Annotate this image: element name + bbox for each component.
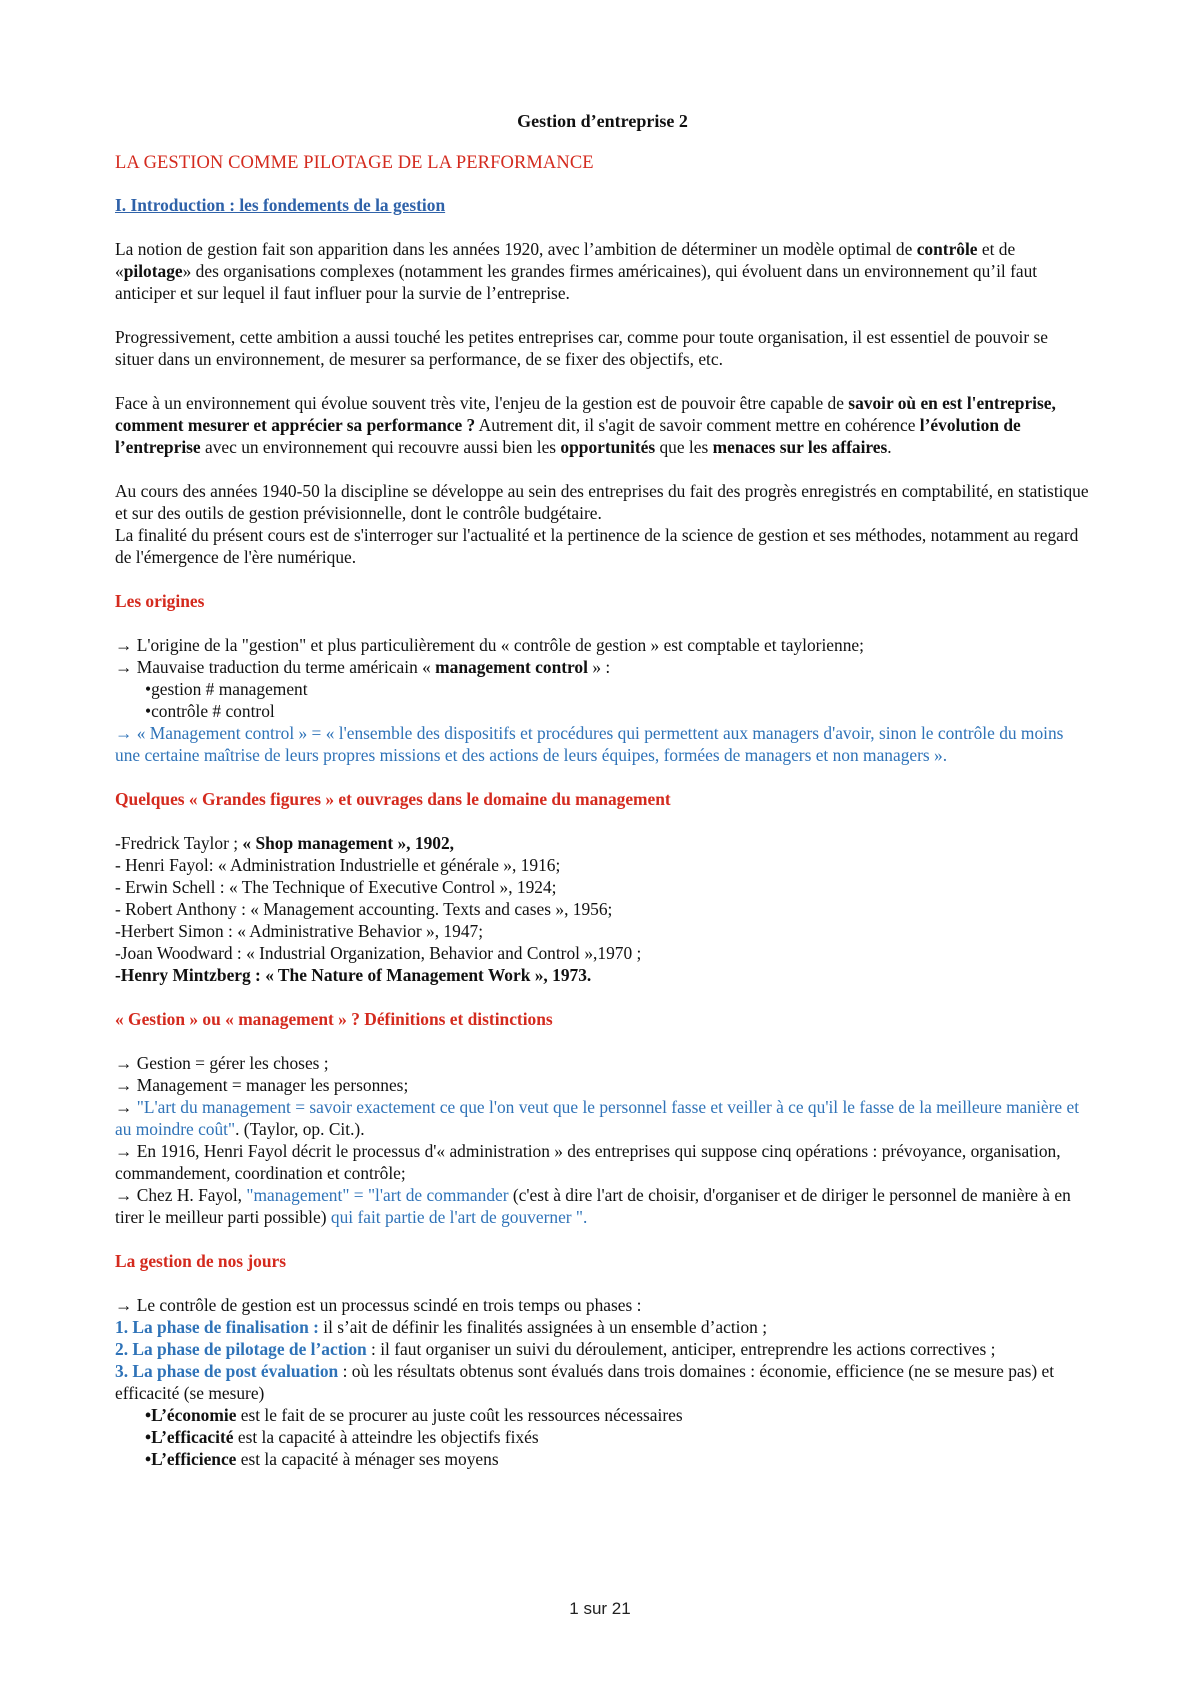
phase-pilotage: 2. La phase de pilotage de l’action : il faut organiser un suivi du déroulement, anticiper, entreprendre les actions correctives ; [115, 1339, 996, 1359]
intro-paragraph-3: Face à un environnement qui évolue souvent très vite, l'enjeu de la gestion est de pouvoir être capable de savoir où en est l'entreprise, comment mesurer et apprécier sa performance ? Autrement dit, il s'agit de savoir comment mettre en cohérence l’évolution de l’entreprise avec un environnement qui recouvre aussi bien les opportunités que les menaces sur les affaires. [115, 393, 1056, 457]
today-intro: → Le contrôle de gestion est un processus scindé en trois temps ou phases : [115, 1295, 642, 1315]
origins-bullet-2: •contrôle # control [145, 701, 275, 721]
origins-line-1: → L'origine de la "gestion" et plus particulièrement du « contrôle de gestion » est comptable et taylorienne; [115, 635, 864, 655]
phase-finalisation: 1. La phase de finalisation : il s’ait de définir les finalités assignées à un ensemble d’action ; [115, 1317, 768, 1337]
intro-paragraph-2: Progressivement, cette ambition a aussi touché les petites entreprises car, comme pour toute organisation, il est essentiel de pouvoir se situer dans un environnement, de mesurer sa performance, de se fixer des objectifs, etc. [115, 327, 1048, 369]
heading-origins: Les origines [115, 591, 205, 611]
section-heading-introduction: I. Introduction : les fondements de la gestion [115, 195, 446, 215]
heading-definitions: « Gestion » ou « management » ? Définitions et distinctions [115, 1009, 553, 1029]
origins-bullet-1: •gestion # management [145, 679, 308, 699]
definition-fayol-1916: → En 1916, Henri Fayol décrit le processus d'« administration » des entreprises qui suppose cinq opérations : prévoyance, organisation, commandement, coordination et contrôle; [115, 1141, 1061, 1183]
figure-schell: - Erwin Schell : « The Technique of Executive Control », 1924; [115, 877, 557, 897]
phase-post-evaluation: 3. La phase de post évaluation : où les résultats obtenus sont évalués dans trois domaines : économie, efficience (ne se mesure pas) et efficacité (se mesure) [115, 1361, 1055, 1403]
figure-simon: -Herbert Simon : « Administrative Behavior », 1947; [115, 921, 484, 941]
origins-line-3: → « Management control » = « l'ensemble des dispositifs et procédures qui permettent aux managers d'avoir, sinon le contrôle du moins une certaine maîtrise de leurs propres missions et des actions de leurs équipes, formées de managers et non managers ». [115, 723, 1064, 765]
definition-fayol-management: → Chez H. Fayol, "management" = "l'art de commander (c'est à dire l'art de choisir, d'organiser et de diriger le personnel de manière à en tirer le meilleur parti possible) qui fait partie de l'art de gouverner ". [115, 1185, 1071, 1227]
heading-today: La gestion de nos jours [115, 1251, 287, 1271]
heading-figures: Quelques « Grandes figures » et ouvrages dans le domaine du management [115, 789, 671, 809]
intro-paragraph-1: La notion de gestion fait son apparition dans les années 1920, avec l’ambition de déterminer un modèle optimal de contrôle et de «pilotage» des organisations complexes (notamment les grandes firmes américaines), qui évoluent dans un environnement qu’il faut anticiper et sur lequel il faut influer pour la survie de l’entreprise. [115, 239, 1038, 303]
definition-taylor-quote: → "L'art du management = savoir exactement ce que l'on veut que le personnel fasse et veiller à ce qu'il le fasse de la meilleure manière et au moindre coût". (Taylor, op. Cit.). [115, 1097, 1080, 1139]
definition-gestion: → Gestion = gérer les choses ; [115, 1053, 329, 1073]
page-number: 1 sur 21 [569, 1599, 631, 1618]
figure-anthony: - Robert Anthony : « Management accounting. Texts and cases », 1956; [115, 899, 613, 919]
origins-line-2: → Mauvaise traduction du terme américain « management control » : [115, 657, 611, 677]
intro-paragraph-5: La finalité du présent cours est de s'interroger sur l'actualité et la pertinence de la science de gestion et ses méthodes, notamment au regard de l'émergence de l'ère numérique. [115, 525, 1079, 567]
document-title: Gestion d’entreprise 2 [517, 111, 688, 131]
figure-mintzberg: -Henry Mintzberg : « The Nature of Management Work », 1973. [115, 965, 592, 985]
bullet-efficacite: •L’efficacité est la capacité à atteindre les objectifs fixés [145, 1427, 539, 1447]
figure-fayol: - Henri Fayol: « Administration Industrielle et générale », 1916; [115, 855, 561, 875]
main-title: LA GESTION COMME PILOTAGE DE LA PERFORMANCE [115, 153, 594, 173]
bullet-efficience: •L’efficience est la capacité à ménager ses moyens [145, 1449, 499, 1469]
intro-paragraph-4: Au cours des années 1940-50 la discipline se développe au sein des entreprises du fait des progrès enregistrés en comptabilité, en statistique et sur des outils de gestion prévisionnelle, dont le contrôle budgétaire. [115, 481, 1089, 523]
figure-taylor: -Fredrick Taylor ; « Shop management », 1902, [115, 833, 455, 853]
page-content [115, 110, 1090, 1470]
bullet-economie: •L’économie est le fait de se procurer au juste coût les ressources nécessaires [145, 1405, 683, 1425]
definition-management: → Management = manager les personnes; [115, 1075, 409, 1095]
figure-woodward: -Joan Woodward : « Industrial Organization, Behavior and Control »,1970 ; [115, 943, 642, 963]
